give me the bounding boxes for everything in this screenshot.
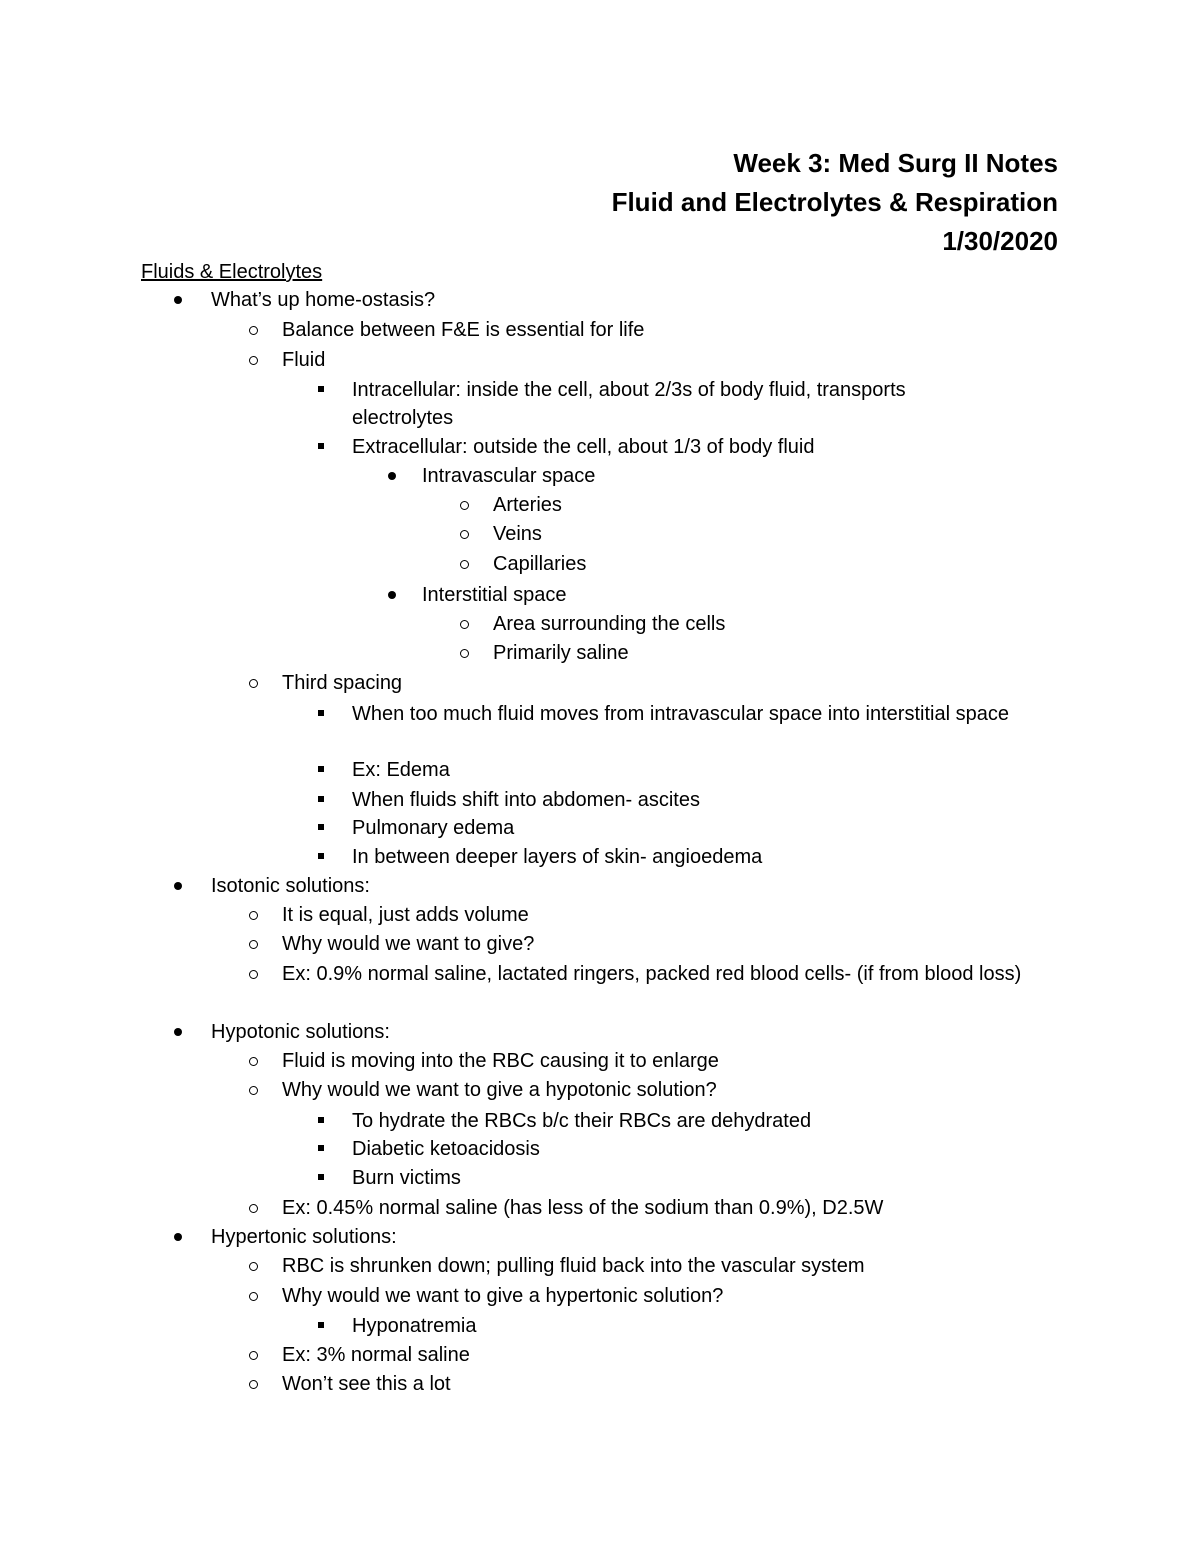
outline-item-level-2: Why would we want to give?	[282, 933, 535, 955]
outline-item-level-2: Won’t see this a lot	[282, 1373, 451, 1395]
outline-item-level-2: Fluid	[282, 349, 326, 371]
bullet-circle-icon	[249, 1282, 261, 1310]
bullet-square-icon	[318, 756, 330, 784]
bullet-square-icon	[318, 786, 330, 814]
bullet-circle-icon	[249, 1252, 261, 1280]
outline-item-level-4: Intravascular space	[422, 465, 596, 487]
bullet-circle-icon	[249, 960, 261, 988]
outline-item-level-2: Ex: 0.45% normal saline (has less of the sodium than 0.9%), D2.5W	[282, 1197, 884, 1219]
bullet-square-icon	[318, 700, 330, 728]
bullet-circle-icon	[460, 610, 472, 638]
outline-item-level-2: It is equal, just adds volume	[282, 904, 529, 926]
bullet-circle-icon	[249, 1370, 261, 1398]
outline-item-level-1: Hypertonic solutions:	[211, 1226, 397, 1248]
outline-item-level-2: Balance between F&E is essential for life	[282, 319, 645, 341]
outline-item-level-3: When too much fluid moves from intravascular space into interstitial space	[352, 703, 1009, 725]
bullet-circle-icon	[460, 491, 472, 519]
bullet-disc-icon	[174, 872, 186, 900]
outline-item-level-2: Ex: 0.9% normal saline, lactated ringers, packed red blood cells- (if from blood loss)	[282, 963, 1022, 985]
outline-item-level-2: Why would we want to give a hypotonic solution?	[282, 1079, 717, 1101]
outline-item-level-5: Veins	[493, 523, 542, 545]
bullet-circle-icon	[460, 550, 472, 578]
outline-item-level-1: Hypotonic solutions:	[211, 1021, 390, 1043]
outline-item-level-2: Fluid is moving into the RBC causing it to enlarge	[282, 1050, 719, 1072]
outline-item-level-2: Third spacing	[282, 672, 403, 694]
outline-item-level-5: Capillaries	[493, 553, 587, 575]
outline-item-level-3: To hydrate the RBCs b/c their RBCs are dehydrated	[352, 1110, 812, 1132]
bullet-circle-icon	[249, 1341, 261, 1369]
bullet-square-icon	[318, 1135, 330, 1163]
outline-item-level-3: Diabetic ketoacidosis	[352, 1138, 540, 1160]
bullet-circle-icon	[460, 639, 472, 667]
bullet-square-icon	[318, 433, 330, 461]
bullet-circle-icon	[249, 901, 261, 929]
bullet-circle-icon	[249, 316, 261, 344]
outline-item-level-5: Arteries	[493, 494, 562, 516]
outline-item-level-4: Interstitial space	[422, 584, 567, 606]
bullet-circle-icon	[249, 930, 261, 958]
outline-item-level-3: Pulmonary edema	[352, 817, 515, 839]
bullet-square-icon	[318, 814, 330, 842]
bullet-square-icon	[318, 1164, 330, 1192]
header-title: Week 3: Med Surg II Notes	[733, 148, 1058, 178]
bullet-disc-icon	[174, 1018, 186, 1046]
section-heading: Fluids & Electrolytes	[141, 261, 323, 283]
header-date: 1/30/2020	[942, 226, 1058, 256]
outline-item-level-1: What’s up home-ostasis?	[211, 289, 436, 311]
outline-item-level-5: Area surrounding the cells	[493, 613, 726, 635]
outline-item-level-2: RBC is shrunken down; pulling fluid back into the vascular system	[282, 1255, 865, 1277]
document-header	[500, 144, 1058, 261]
outline-item-level-5: Primarily saline	[493, 642, 629, 664]
outline-item-level-3: Ex: Edema	[352, 759, 450, 781]
outline-item-level-3: Burn victims	[352, 1167, 461, 1189]
outline-item-level-1: Isotonic solutions:	[211, 875, 370, 897]
bullet-circle-icon	[249, 669, 261, 697]
header-subtitle: Fluid and Electrolytes & Respiration	[611, 187, 1058, 217]
bullet-square-icon	[318, 1107, 330, 1135]
bullet-disc-icon	[388, 462, 400, 490]
outline-item-level-3: Extracellular: outside the cell, about 1/3 of body fluid	[352, 436, 815, 458]
outline-item-level-3: Intracellular: inside the cell, about 2/3s of body fluid, transports electrolytes	[352, 379, 906, 429]
outline-item-level-2: Ex: 3% normal saline	[282, 1344, 470, 1366]
bullet-disc-icon	[388, 581, 400, 609]
bullet-circle-icon	[249, 346, 261, 374]
outline-item-level-3: Hyponatremia	[352, 1315, 477, 1337]
outline-item-level-3: In between deeper layers of skin- angioedema	[352, 846, 763, 868]
bullet-square-icon	[318, 843, 330, 871]
outline-item-level-2: Why would we want to give a hypertonic solution?	[282, 1285, 724, 1307]
bullet-disc-icon	[174, 286, 186, 314]
bullet-circle-icon	[249, 1194, 261, 1222]
bullet-circle-icon	[460, 520, 472, 548]
outline-item-level-3: When fluids shift into abdomen- ascites	[352, 789, 700, 811]
bullet-circle-icon	[249, 1047, 261, 1075]
bullet-circle-icon	[249, 1076, 261, 1104]
bullet-square-icon	[318, 376, 330, 404]
bullet-square-icon	[318, 1312, 330, 1340]
bullet-disc-icon	[174, 1223, 186, 1251]
